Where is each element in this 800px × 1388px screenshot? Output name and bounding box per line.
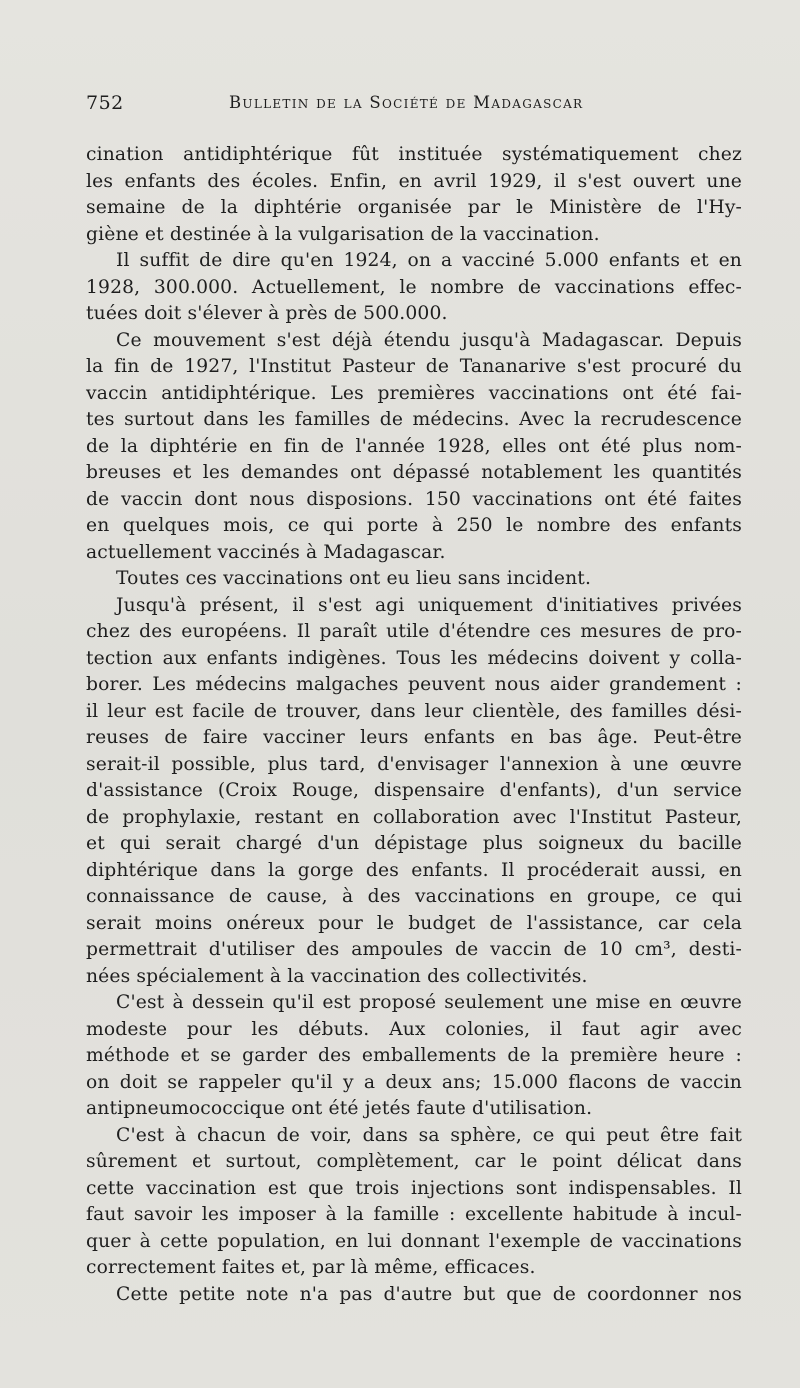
- text-line: d'assistance (Croix Rouge, dispensaire d'enfants), d'un service: [86, 780, 742, 801]
- text-line: borer. Les médecins malgaches peuvent nous aider grandement :: [86, 674, 742, 695]
- running-head: Bulletin de la Société de Madagascar: [229, 93, 584, 112]
- text-line: diphtérique dans la gorge des enfants. Il procéderait aussi, en: [86, 859, 742, 881]
- text-line: en quelques mois, ce qui porte à 250 le nombre des enfants: [86, 515, 742, 536]
- text-line: Cette petite note n'a pas d'autre but que de coordonner nos: [116, 1283, 742, 1305]
- text-line: il leur est facile de trouver, dans leur clientèle, des familles dési-: [86, 700, 742, 722]
- text-line: 1928, 300.000. Actuellement, le nombre de vaccinations effec-: [86, 276, 742, 298]
- text-line: de prophylaxie, restant en collaboration avec l'Institut Pasteur,: [86, 806, 742, 828]
- text-line: modeste pour les débuts. Aux colonies, il faut agir avec: [86, 1018, 742, 1040]
- text-line: antipneumococcique ont été jetés faute d'utilisation.: [86, 1098, 593, 1119]
- text-line: serait moins onéreux pour le budget de l'assistance, car cela: [86, 912, 742, 934]
- text-line: chez des européens. Il paraît utile d'étendre ces mesures de pro-: [86, 621, 742, 642]
- text-line: les enfants des écoles. Enfin, en avril 1929, il s'est ouvert une: [86, 170, 742, 192]
- text-line: sûrement et surtout, complètement, car le point délicat dans: [86, 1151, 742, 1172]
- text-line: semaine de la diphtérie organisée par le Ministère de l'Hy-: [86, 197, 742, 218]
- text-line: actuellement vaccinés à Madagascar.: [86, 541, 446, 563]
- text-line: vaccin antidiphtérique. Les premières vaccinations ont été fai-: [86, 382, 742, 404]
- text-line: de la diphtérie en fin de l'année 1928, elles ont été plus nom-: [86, 435, 742, 457]
- text-line: tes surtout dans les familles de médecins. Avec la recrudescence: [86, 409, 742, 430]
- text-line: C'est à chacun de voir, dans sa sphère, ce qui peut être fait: [116, 1124, 742, 1146]
- text-line: giène et destinée à la vulgarisation de la vaccination.: [86, 223, 600, 245]
- text-line: reuses de faire vacciner leurs enfants en bas âge. Peut-être: [86, 727, 742, 748]
- text-line: on doit se rappeler qu'il y a deux ans; 15.000 flacons de vaccin: [86, 1071, 742, 1093]
- text-line: breuses et les demandes ont dépassé notablement les quantités: [86, 462, 742, 483]
- text-line: la fin de 1927, l'Institut Pasteur de Tananarive s'est procuré du: [86, 356, 742, 377]
- text-line: C'est à dessein qu'il est proposé seulement une mise en œuvre: [116, 992, 742, 1013]
- text-line: Jusqu'à présent, il s'est agi uniquement d'initiatives privées: [116, 594, 742, 616]
- text-line: serait-il possible, plus tard, d'envisager l'annexion à une œuvre: [86, 753, 742, 775]
- text-line: permettrait d'utiliser des ampoules de vaccin de 10 cm³, desti-: [86, 939, 742, 960]
- text-line: connaissance de cause, à des vaccinations en groupe, ce qui: [86, 886, 742, 907]
- body-text: [86, 142, 742, 1308]
- text-line: quer à cette population, en lui donnant l'exemple de vaccinations: [86, 1230, 742, 1252]
- text-line: de vaccin dont nous disposions. 150 vaccinations ont été faites: [86, 488, 742, 510]
- text-line: faut savoir les imposer à la famille : excellente habitude à incul-: [86, 1204, 742, 1225]
- text-line: Il suffit de dire qu'en 1924, on a vacciné 5.000 enfants et en: [116, 250, 742, 271]
- text-line: nées spécialement à la vaccination des collectivités.: [86, 965, 588, 987]
- text-line: correctement faites et, par là même, efficaces.: [86, 1257, 536, 1278]
- text-line: et qui serait chargé d'un dépistage plus soigneux du bacille: [86, 833, 742, 854]
- page-number: 752: [86, 92, 124, 114]
- text-line: Toutes ces vaccinations ont eu lieu sans incident.: [116, 568, 592, 589]
- text-line: méthode et se garder des emballements de la première heure :: [86, 1045, 742, 1066]
- page-header: [86, 92, 738, 122]
- text-line: cination antidiphtérique fût instituée systématiquement chez: [86, 144, 742, 165]
- text-line: tuées doit s'élever à près de 500.000.: [86, 303, 448, 324]
- text-line: tection aux enfants indigènes. Tous les médecins doivent y colla-: [86, 647, 742, 669]
- text-line: cette vaccination est que trois injections sont indispensables. Il: [86, 1177, 742, 1199]
- text-line: Ce mouvement s'est déjà étendu jusqu'à Madagascar. Depuis: [116, 329, 742, 351]
